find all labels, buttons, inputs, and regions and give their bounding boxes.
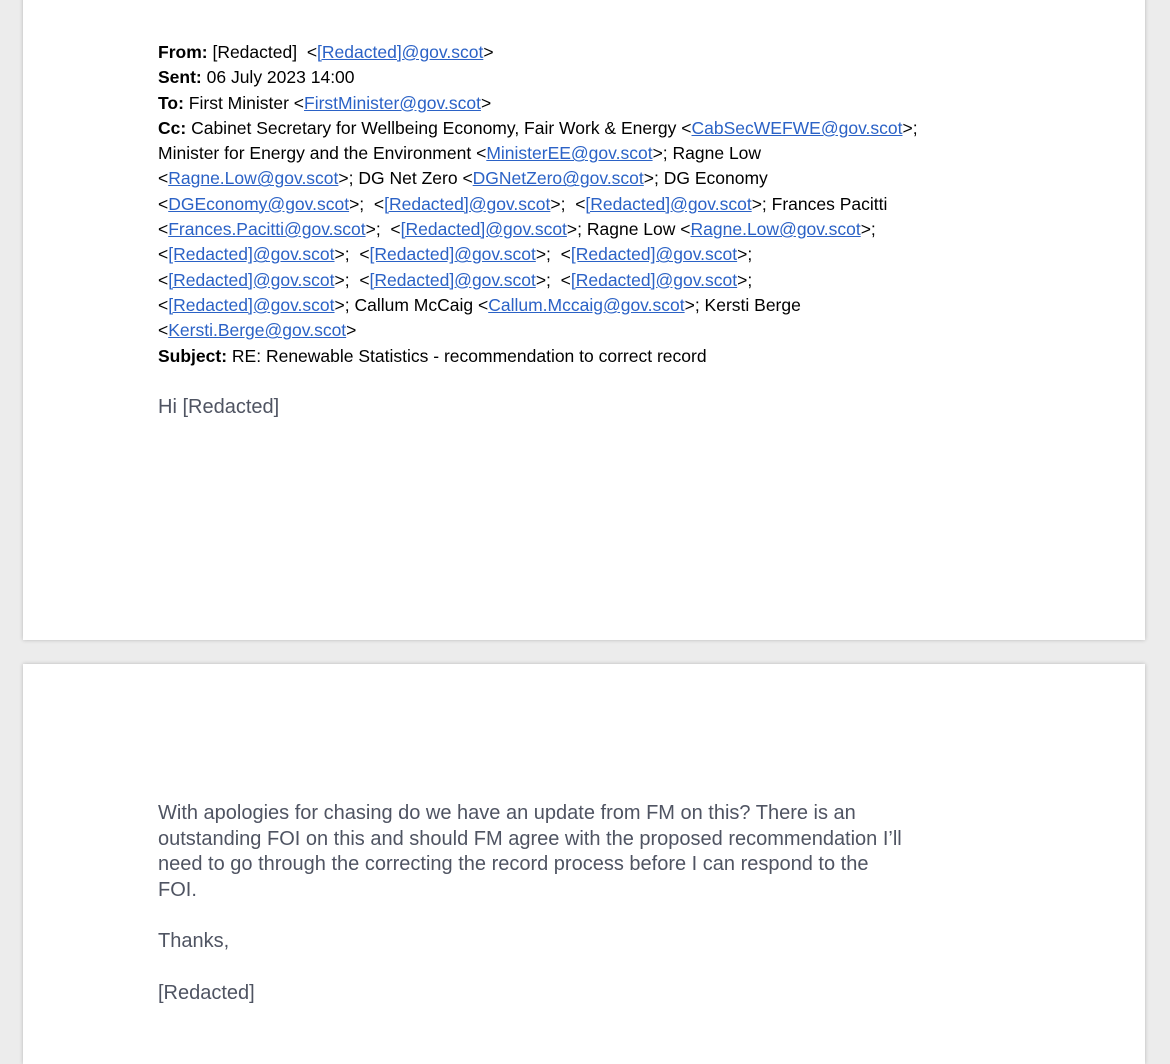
from-name: [Redacted] (212, 42, 298, 62)
cc-email-link[interactable]: [Redacted]@gov.scot (369, 244, 536, 265)
cc-recipient-name: Ragne Low (586, 219, 676, 240)
cc-recipient-name: Cabinet Secretary for Wellbeing Economy, Fair Work & Energy (191, 117, 677, 138)
cc-line-5: <Frances.Pacitti@gov.scot>; <[Redacted]@gov.scot>; Ragne Low <Ragne.Low@gov.scot>; (158, 219, 876, 240)
sent-value: 06 July 2023 14:00 (206, 67, 355, 88)
cc-email-link[interactable]: DGNetZero@gov.scot (472, 168, 644, 189)
body-line: FOI. (158, 878, 197, 901)
document-page-2 (23, 664, 1145, 1064)
body-line: need to go through the correcting the record process before I can respond to the (158, 853, 869, 876)
cc-email-link[interactable]: Kersti.Berge@gov.scot (168, 320, 347, 341)
body-line: With apologies for chasing do we have an update from FM on this? There is an (158, 802, 856, 824)
cc-email-link[interactable]: Callum.Mccaig@gov.scot (488, 294, 685, 315)
cc-email-link[interactable]: [Redacted]@gov.scot (168, 244, 335, 265)
email-header (158, 40, 1018, 369)
email-greeting: Hi [Redacted] (158, 396, 280, 418)
cc-email-link[interactable]: [Redacted]@gov.scot (168, 294, 335, 315)
email-body (158, 801, 1028, 1007)
from-label: From: (158, 42, 208, 62)
cc-email-link[interactable]: [Redacted]@gov.scot (570, 244, 738, 265)
subject-line (158, 344, 1018, 369)
from-line: From: [Redacted] <[Redacted]@gov.scot> (158, 42, 494, 62)
sent-label: Sent: (158, 67, 202, 88)
document-page-1 (23, 0, 1145, 640)
subject-label: Subject: (158, 345, 228, 366)
cc-email-link[interactable]: [Redacted]@gov.scot (384, 193, 551, 214)
body-paragraph (158, 801, 1028, 903)
cc-email-link[interactable]: Ragne.Low@gov.scot (690, 219, 861, 240)
cc-email-link[interactable]: [Redacted]@gov.scot (168, 269, 335, 290)
cc-recipient-name: Ragne Low (672, 143, 762, 164)
cc-label: Cc: (158, 117, 187, 138)
sent-line (158, 65, 1018, 90)
subject-value: RE: Renewable Statistics - recommendation to correct record (231, 345, 707, 366)
cc-recipient-name: Minister for Energy and the Environment (158, 143, 472, 164)
email-signature: [Redacted] (158, 981, 255, 1004)
cc-line-7: <[Redacted]@gov.scot>; <[Redacted]@gov.scot>; <[Redacted]@gov.scot>; (158, 269, 753, 290)
to-email-link[interactable]: FirstMinister@gov.scot (304, 92, 481, 113)
cc-email-link[interactable]: [Redacted]@gov.scot (585, 193, 752, 214)
cc-recipient-name: DG Net Zero (358, 168, 458, 189)
cc-block (158, 116, 1018, 344)
cc-line-9: <Kersti.Berge@gov.scot> (158, 320, 357, 341)
email-closing: Thanks, (158, 930, 230, 953)
cc-email-link[interactable]: [Redacted]@gov.scot (369, 269, 536, 290)
cc-recipient-name: Kersti Berge (704, 294, 801, 315)
cc-email-link[interactable]: Ragne.Low@gov.scot (168, 168, 339, 189)
cc-line-6: <[Redacted]@gov.scot>; <[Redacted]@gov.scot>; <[Redacted]@gov.scot>; (158, 244, 753, 265)
cc-email-link[interactable]: MinisterEE@gov.scot (486, 143, 653, 164)
to-line: To: First Minister <FirstMinister@gov.scot> (158, 92, 492, 113)
to-label: To: (158, 92, 184, 113)
from-email-link[interactable]: [Redacted]@gov.scot (317, 42, 484, 62)
cc-line-1: Cc: Cabinet Secretary for Wellbeing Economy, Fair Work & Energy <CabSecWEFWE@gov.scot>; (158, 117, 918, 138)
cc-line-3: <Ragne.Low@gov.scot>; DG Net Zero <DGNetZero@gov.scot>; DG Economy (158, 168, 768, 189)
cc-email-link[interactable]: [Redacted]@gov.scot (400, 219, 567, 240)
to-name: First Minister (188, 92, 289, 113)
cc-line-2: Minister for Energy and the Environment <MinisterEE@gov.scot>; Ragne Low (158, 143, 762, 164)
cc-email-link[interactable]: Frances.Pacitti@gov.scot (168, 219, 366, 240)
cc-recipient-name: Callum McCaig (354, 294, 474, 315)
cc-recipient-name: Frances Pacitti (771, 193, 888, 214)
cc-recipient-name: DG Economy (663, 168, 768, 189)
body-line: outstanding FOI on this and should FM agree with the proposed recommendation I’ll (158, 827, 902, 850)
cc-line-8: <[Redacted]@gov.scot>; Callum McCaig <Callum.Mccaig@gov.scot>; Kersti Berge (158, 294, 801, 315)
cc-email-link[interactable]: [Redacted]@gov.scot (570, 269, 738, 290)
cc-line-4: <DGEconomy@gov.scot>; <[Redacted]@gov.scot>; <[Redacted]@gov.scot>; Frances Pacitti (158, 193, 888, 214)
cc-email-link[interactable]: CabSecWEFWE@gov.scot (691, 117, 903, 138)
cc-email-link[interactable]: DGEconomy@gov.scot (168, 193, 350, 214)
